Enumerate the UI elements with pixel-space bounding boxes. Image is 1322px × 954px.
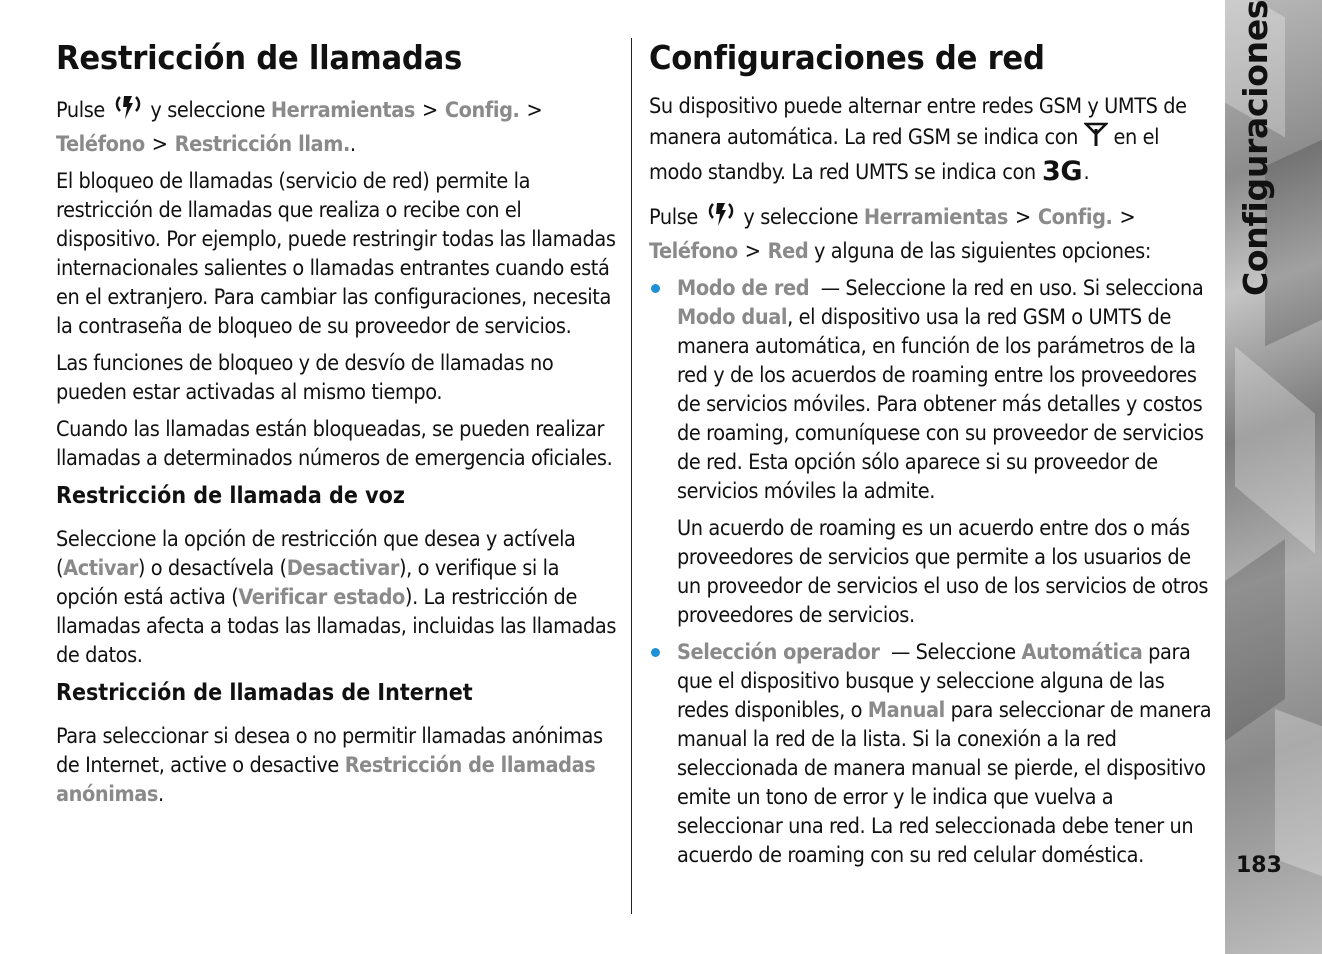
path-item-tools: Herramientas [863,205,1008,230]
network-options-list [649,274,1215,870]
path-item-phone: Teléfono [56,132,145,157]
option-verificar-estado: Verificar estado [238,585,405,610]
left-column [56,38,624,817]
subheading-internet-restriction: Restricción de llamadas de Internet [56,680,473,706]
path-item-call-restriction: Restricción llam. [174,132,350,157]
menu-key-icon [704,199,738,237]
text: y alguna de las siguientes opciones: [814,239,1151,264]
text: ) o desactívela ( [137,556,287,581]
select-text: y seleccione [743,205,859,230]
text: Para seleccionar si desea o no permitir llamadas anónimas de Internet, active o desactive [56,724,603,778]
select-text: y seleccione [150,98,266,123]
column-divider [631,38,632,914]
text: para que el dispositivo busque y seleccione alguna de las redes disponibles, o [677,640,1191,723]
path-separator: > [151,132,168,157]
paragraph-internet-restriction [56,722,624,809]
option-activar: Activar [63,556,138,581]
pulse-text: Pulse [56,98,105,123]
subheading-voice-restriction: Restricción de llamada de voz [56,483,405,509]
right-column [649,38,1215,878]
text: — Seleccione [890,640,1016,665]
roaming-explanation: Un acuerdo de roaming es un acuerdo entre dos o más proveedores de servicios que permite a los usuarios de un proveedor de servicios el uso de los servicios de otros proveedores de servicios. [677,516,1209,628]
period: . [1083,160,1090,185]
option-seleccion-operador: Selección operador [677,640,880,665]
list-item-operator-selection [649,638,1215,870]
text: ), o verifique si la opción está activa ( [56,556,560,610]
text: en el modo standby. La red UMTS se indica con [649,125,1160,185]
navigation-instructions [56,92,624,159]
paragraph-voice-restriction [56,525,624,670]
decor-facet [1275,709,1322,881]
option-automatica: Automática [1021,640,1143,665]
option-desactivar: Desactivar [286,556,400,581]
text: ). La restricción de llamadas afecta a todas las llamadas, incluidas las llamadas de datos. [56,585,617,668]
pulse-text: Pulse [649,205,698,230]
menu-key-icon [111,92,145,130]
navigation-instructions-network [649,199,1215,266]
gsm-antenna-icon [1084,121,1108,155]
path-item-network: Red [767,239,809,264]
option-anonymous-restriction: Restricción de llamadas anónimas [56,753,596,807]
option-modo-dual: Modo dual [677,305,788,330]
path-separator: > [1015,205,1031,230]
section-title-call-restriction: Restricción de llamadas [56,38,463,77]
list-item-network-mode [649,274,1215,630]
path-separator: > [1119,205,1136,230]
decor-facet [1235,346,1315,553]
option-manual: Manual [867,698,945,723]
text: Su dispositivo puede alternar entre redes GSM y UMTS de manera automática. La red GSM se indica con [649,94,1187,150]
svg-text:3G: 3G [1041,156,1082,183]
bullet-icon [651,648,660,657]
paragraph-barring-divert: Las funciones de bloqueo y de desvío de llamadas no pueden estar activadas al mismo tiempo. [56,351,554,405]
text: , el dispositivo usa la red GSM o UMTS de manera automática, en función de los parámetros de la red y de los acuerdos de roaming entre los proveedores de servicios móviles. Para obtener más detalles y costos de roaming, comuníquese con su proveedor de servicios de red. Esta opción sólo aparece si su proveedor de servicios móviles la admite. [677,305,1204,504]
item-text [677,274,1215,506]
text: . [158,782,164,807]
text: Seleccione la opción de restricción que desea y actívela ( [56,527,576,581]
path-separator: > [422,98,438,123]
path-item-tools: Herramientas [270,98,415,123]
umts-3g-icon [1042,155,1084,191]
path-item-settings: Config. [444,98,520,123]
page-number: 183 [1236,853,1282,878]
text: para seleccionar de manera manual la red de la lista. Si la conexión a la red seleccionada de manera manual se pierde, el dispositivo emite un tono de error y le indica que vuelva a seleccionar una red. La red seleccionada debe tener un acuerdo de roaming con su red celular doméstica. [677,698,1212,868]
paragraph-call-barring: El bloqueo de llamadas (servicio de red) permite la restricción de llamadas que realiza o recibe con el dispositivo. Por ejemplo, puede restringir todas las llamadas internacionales salientes o llamadas entrantes cuando está en el extranjero. Para cambiar las configuraciones, necesita la contraseña de bloqueo de su proveedor de servicios. [56,169,616,339]
option-modo-de-red: Modo de red [677,276,810,301]
paragraph-emergency: Cuando las llamadas están bloqueadas, se pueden realizar llamadas a determinados números de emergencia oficiales. [56,417,613,471]
path-item-settings: Config. [1037,205,1113,230]
text: — Seleccione la red en uso. Si selecciona [820,276,1204,301]
path-separator: > [526,98,543,123]
item-text [677,638,1215,870]
path-separator: > [744,239,761,264]
paragraph-network-intro [649,92,1215,191]
path-item-phone: Teléfono [649,239,738,264]
period: . [349,132,356,157]
bullet-icon [651,284,660,293]
chapter-title-vertical: Configuraciones [1236,0,1275,296]
section-title-network-settings: Configuraciones de red [649,38,1045,77]
